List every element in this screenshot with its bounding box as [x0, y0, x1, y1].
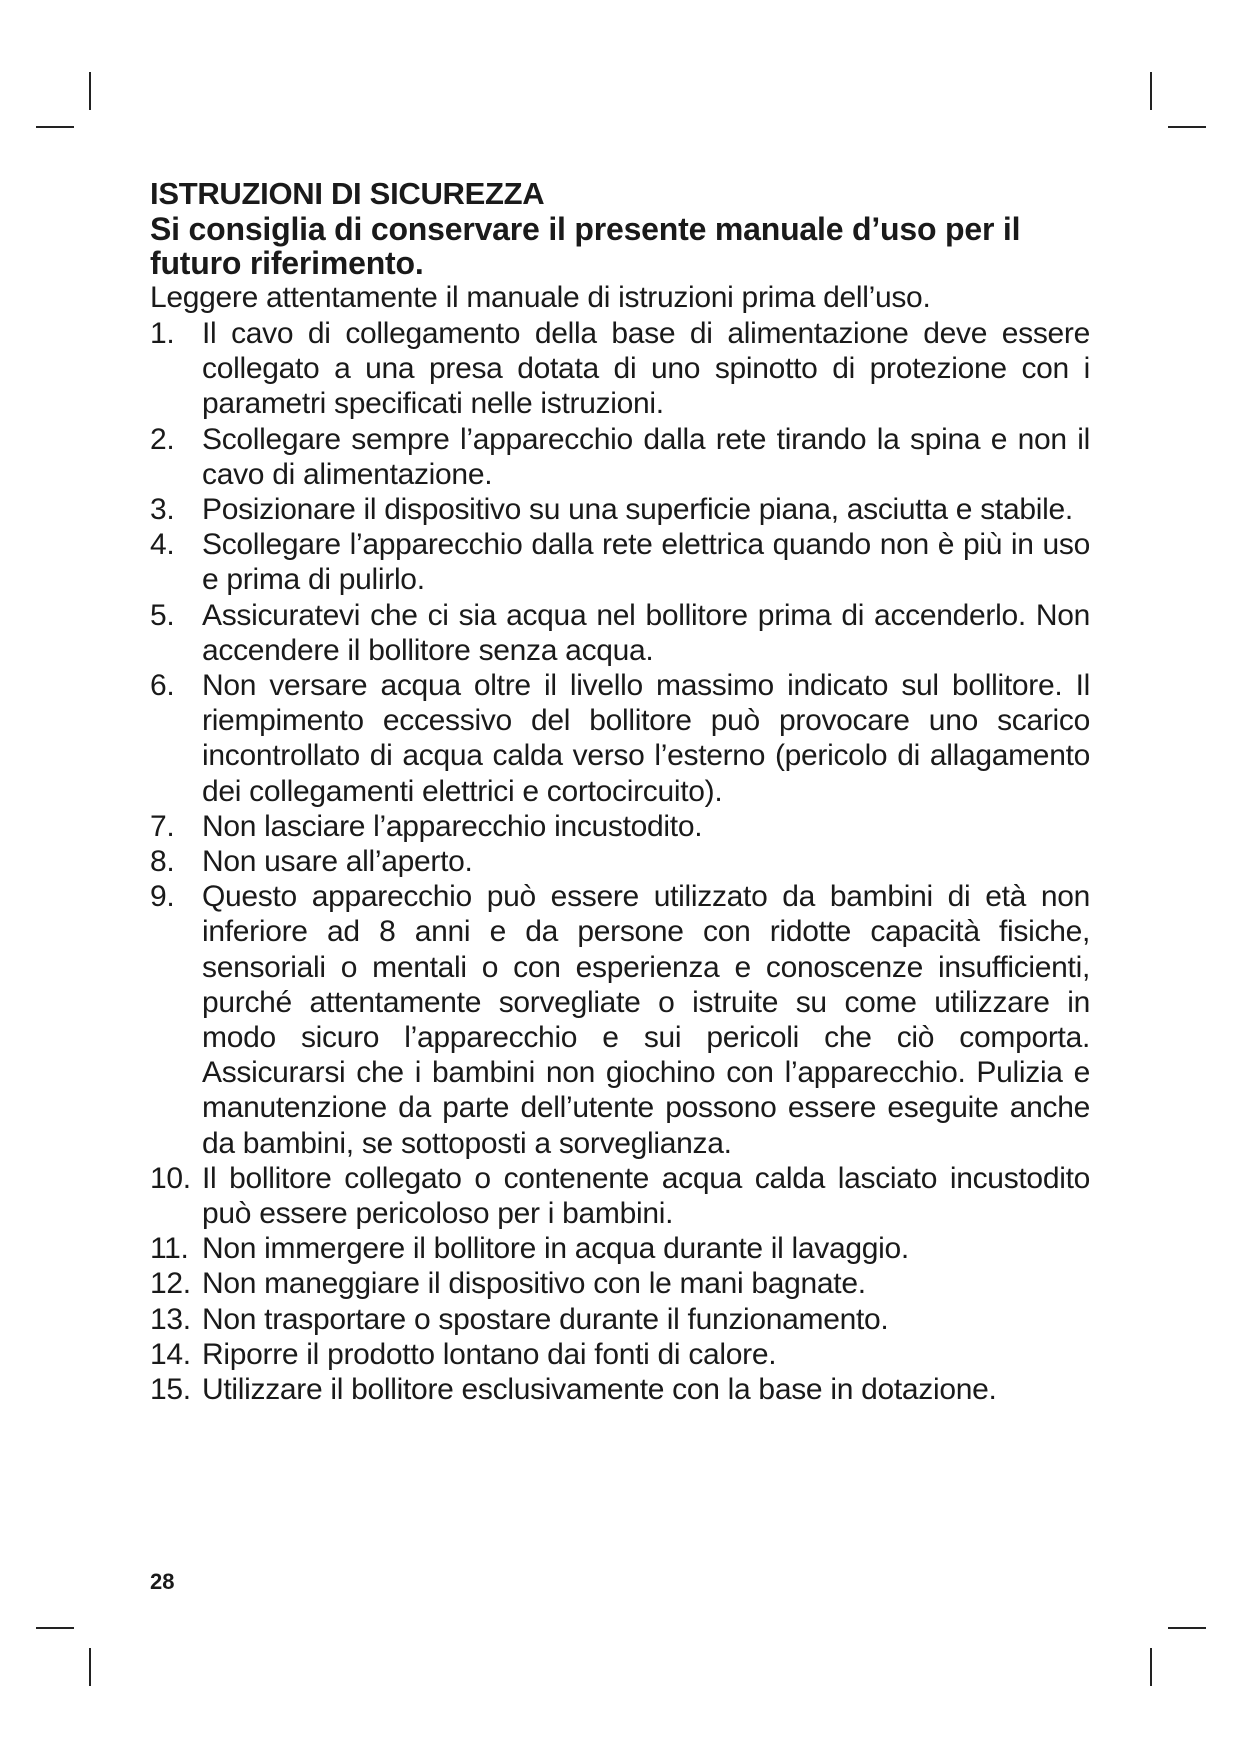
list-item — [150, 492, 1090, 527]
crop-mark-bottom-right-horizontal — [1168, 1627, 1206, 1629]
list-item — [150, 1372, 1090, 1407]
safety-rules-list — [150, 316, 1090, 1407]
list-item — [150, 1302, 1090, 1337]
crop-mark-bottom-left-vertical — [89, 1648, 91, 1686]
item-text: Non versare acqua oltre il livello massimo indicato sul bollitore. Il riempimento eccessivo del bollitore può provocare uno scarico incontrollato di acqua calda verso l’esterno (pericolo di allagamento dei collegamenti elettrici e cortocircuito). — [202, 669, 1090, 808]
item-number: 15. — [150, 1373, 191, 1407]
item-text: Riporre il prodotto lontano dai fonti di calore. — [202, 1337, 777, 1371]
list-item — [150, 1231, 1090, 1266]
item-number: 11. — [150, 1232, 189, 1266]
list-item — [150, 668, 1090, 809]
item-number: 5. — [150, 598, 175, 632]
crop-mark-bottom-left-horizontal — [36, 1627, 74, 1629]
item-text: Questo apparecchio può essere utilizzato da bambini di età non inferiore ad 8 anni e da persone con ridotte capacità fisiche, sensoriali o mentali o con esperienza e conoscenze insufficienti, purché attentamente sorvegliate o istruite su come utilizzare in modo sicuro l’apparecchio e sui pericoli che ciò comporta. Assicurarsi che i bambini non giochino con l’apparecchio. Pulizia e manutenzione da parte dell’utente possono essere eseguite anche da bambini, se sottoposti a sorveglianza. — [202, 880, 1090, 1160]
list-item — [150, 598, 1090, 668]
list-item — [150, 809, 1090, 844]
item-number: 9. — [150, 880, 175, 914]
crop-mark-bottom-right-vertical — [1150, 1648, 1152, 1686]
item-number: 12. — [150, 1267, 191, 1301]
item-number: 7. — [150, 809, 175, 843]
item-number: 1. — [150, 317, 175, 350]
item-number: 4. — [150, 528, 175, 562]
list-item — [150, 844, 1090, 879]
intro-text: Leggere attentamente il manuale di istruzioni prima dell’uso. — [150, 281, 931, 314]
list-item — [150, 879, 1090, 1161]
item-text: Non usare all’aperto. — [202, 845, 473, 879]
list-item — [150, 1161, 1090, 1231]
item-text: Il bollitore collegato o contenente acqua calda lasciato incustodito può essere pericoloso per i bambini. — [202, 1161, 1090, 1231]
item-text: Scollegare l’apparecchio dalla rete elettrica quando non è più in uso e prima di pulirlo. — [202, 528, 1090, 597]
item-number: 13. — [150, 1302, 191, 1336]
list-item — [150, 422, 1090, 492]
item-text: Non immergere il bollitore in acqua durante il lavaggio. — [202, 1232, 909, 1266]
item-number: 6. — [150, 669, 175, 703]
item-number: 2. — [150, 422, 175, 456]
crop-mark-top-left-vertical — [89, 72, 91, 110]
item-text: Scollegare sempre l’apparecchio dalla rete tirando la spina e non il cavo di alimentazione. — [202, 422, 1090, 491]
item-number: 10. — [150, 1161, 191, 1195]
crop-mark-top-right-horizontal — [1168, 126, 1206, 128]
list-item — [150, 316, 1090, 422]
item-number: 14. — [150, 1337, 191, 1371]
list-item — [150, 1337, 1090, 1372]
section-heading: ISTRUZIONI DI SICUREZZA — [150, 176, 545, 211]
item-text: Non trasportare o spostare durante il funzionamento. — [202, 1302, 889, 1336]
item-number: 8. — [150, 845, 175, 879]
page-number: 28 — [150, 1569, 175, 1594]
item-text: Posizionare il dispositivo su una superficie piana, asciutta e stabile. — [202, 493, 1073, 527]
list-item — [150, 527, 1090, 597]
list-item — [150, 1266, 1090, 1301]
item-text: Assicuratevi che ci sia acqua nel bollitore prima di accenderlo. Non accendere il bollitore senza acqua. — [202, 598, 1090, 667]
item-text: Utilizzare il bollitore esclusivamente con la base in dotazione. — [202, 1373, 997, 1407]
safety-instructions — [150, 176, 1090, 1407]
crop-mark-top-left-horizontal — [36, 126, 74, 128]
manual-advice: Si consiglia di conservare il presente manuale d’uso per il futuro riferimento. — [150, 211, 1021, 281]
item-text: Il cavo di collegamento della base di alimentazione deve essere collegato a una presa dotata di uno spinotto di protezione con i parametri specificati nelle istruzioni. — [202, 317, 1090, 421]
item-number: 3. — [150, 493, 175, 527]
item-text: Non maneggiare il dispositivo con le mani bagnate. — [202, 1267, 866, 1301]
crop-mark-top-right-vertical — [1150, 72, 1152, 110]
item-text: Non lasciare l’apparecchio incustodito. — [202, 809, 703, 843]
